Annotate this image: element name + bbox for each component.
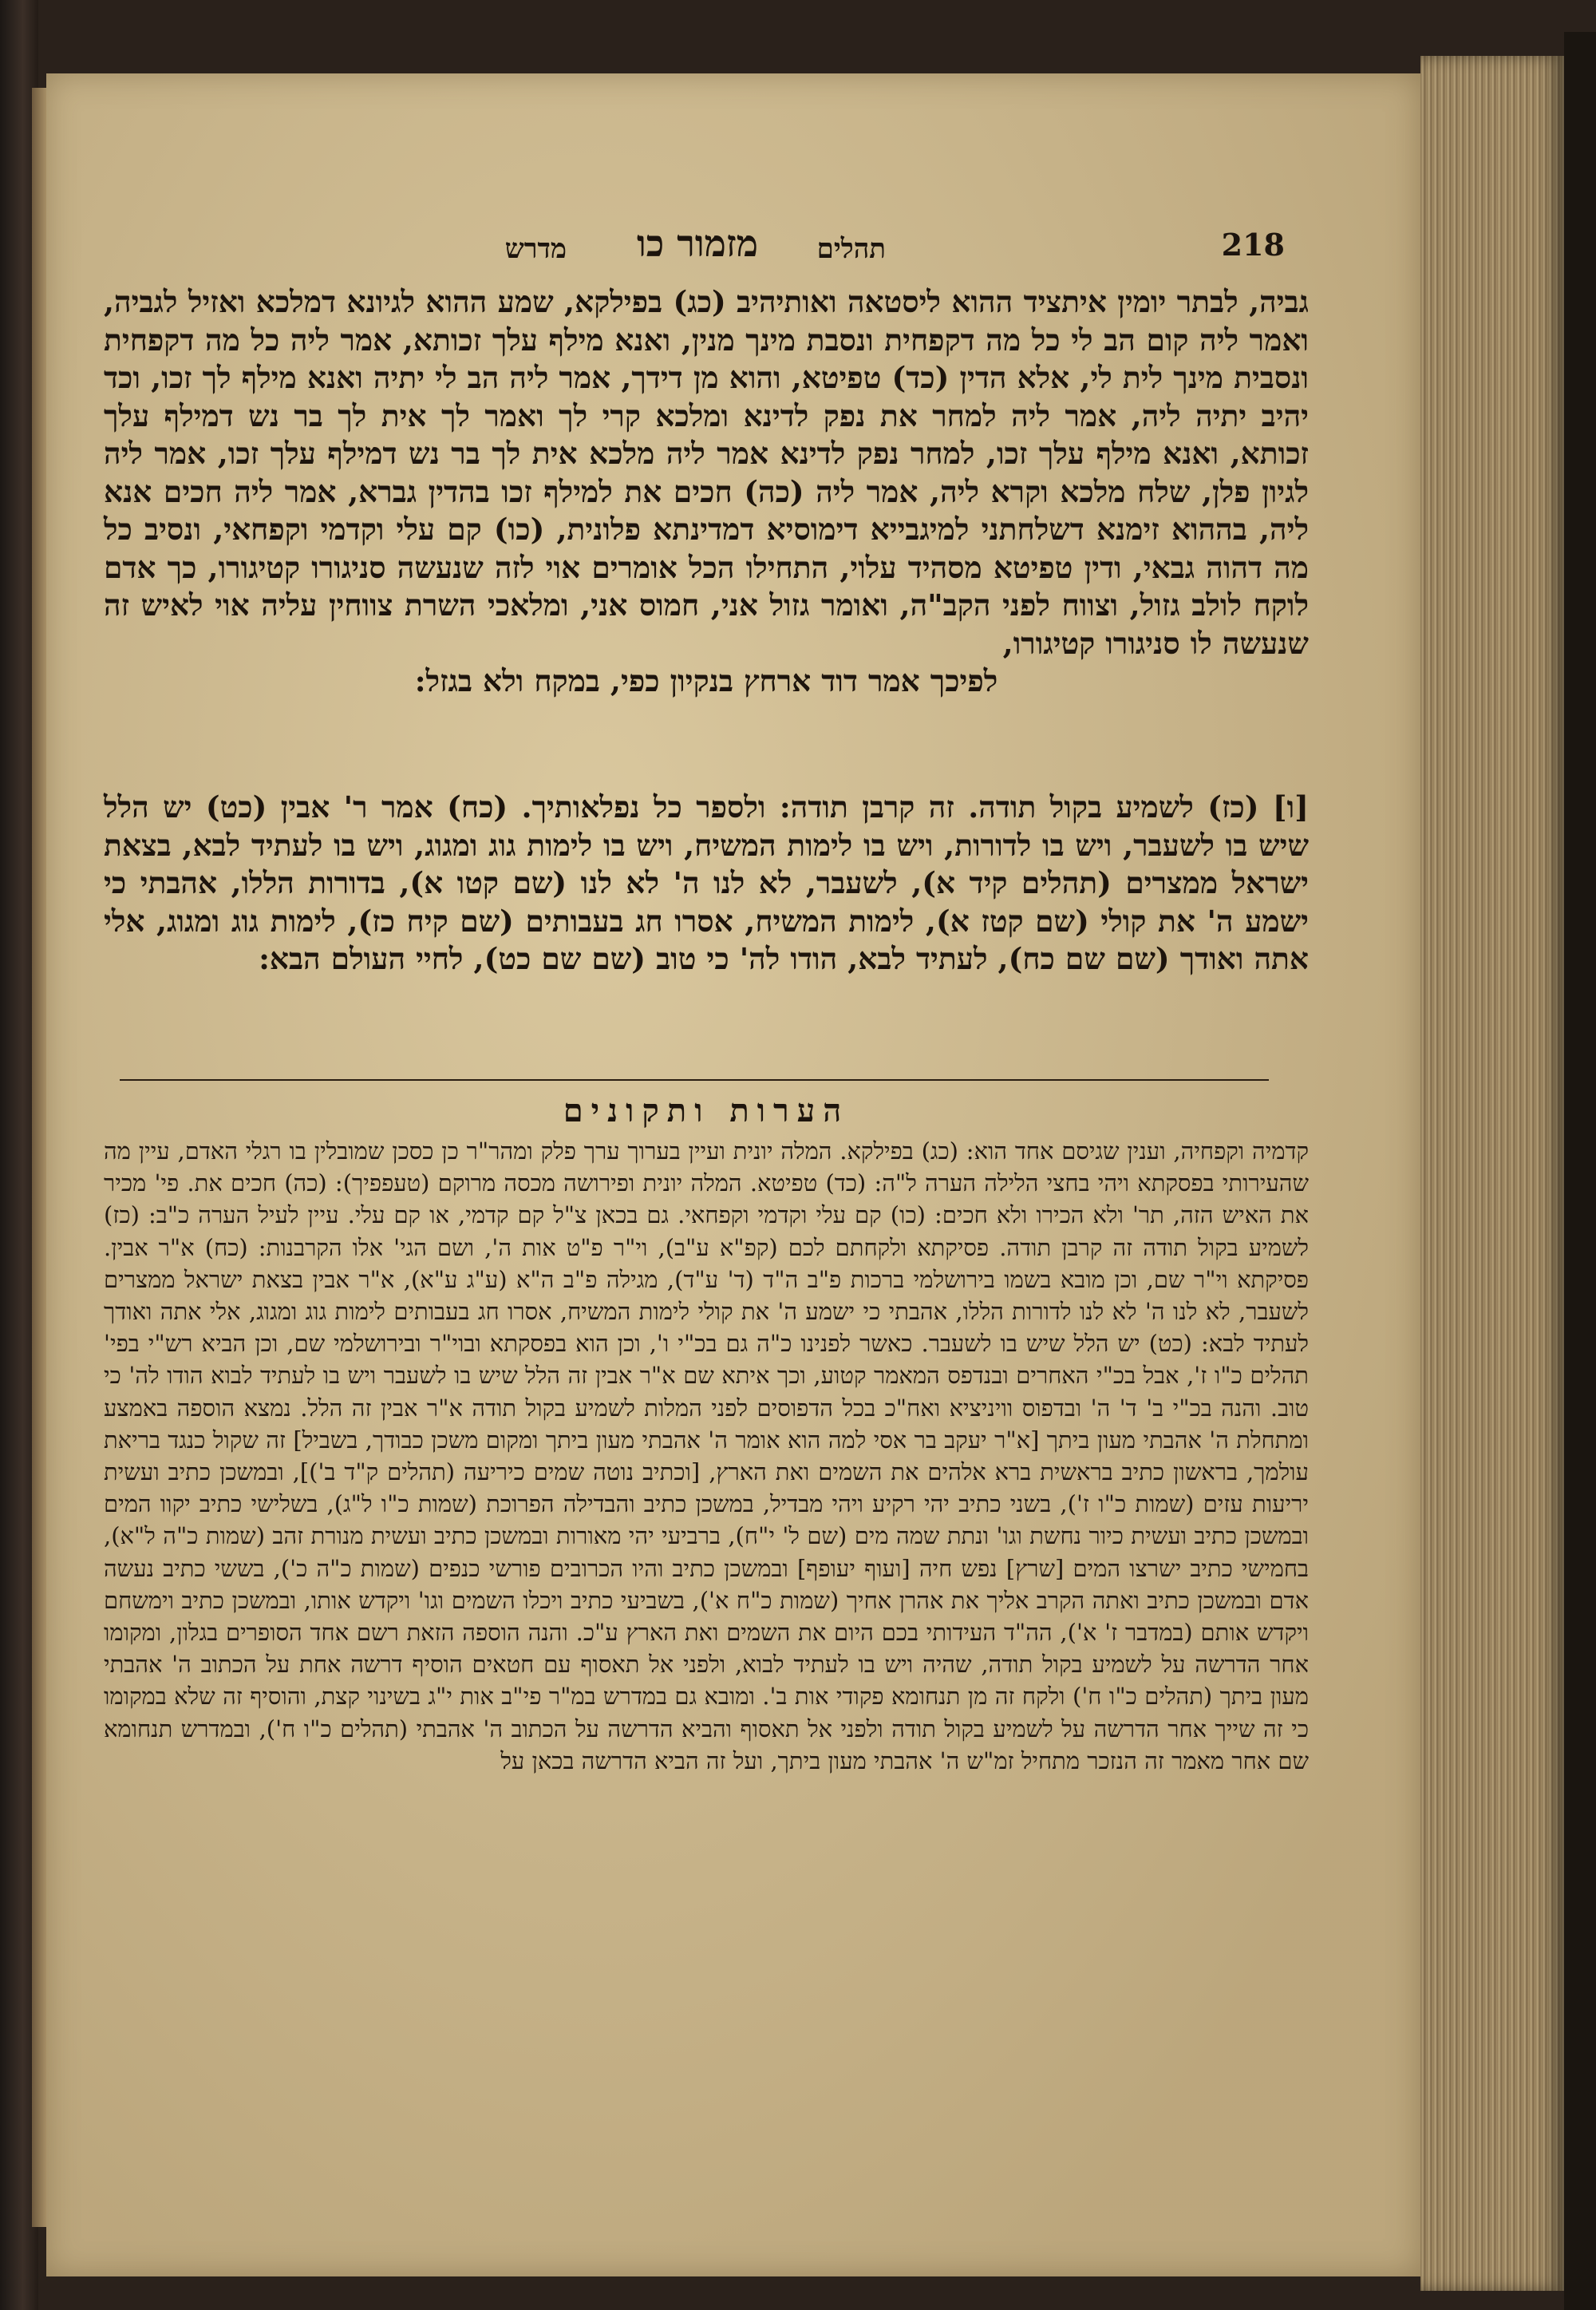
running-header: [104, 222, 1285, 286]
page-number: 218: [1221, 227, 1285, 263]
paragraph-1-body: גביה, לבתר יומין איתציד ההוא ליסטאה ואותיהיב (כג) בפילקא, שמע ההוא לגיונא דמלכא ואזיל לגביה, ואמר ליה קום הב לי כל מה דקפחית ונסבת מינך מנין, ואנא מילף עלך זכותא, אמר ליה כל מה דקפחית ונסבית מינך לית לי, אלא הדין (כד) טפיטא, והוא מן דידך, אמר ליה הב לי יתיה ואנא מילף לך זכו, וכד יהיב יתיה ליה, אמר ליה למחר את נפק לדינא ומלכא קרי לך ואמר לך אית לך בר נש דמילף עלך זכותא, ואנא מילף עלך זכו, למחר נפק לדינא אמר ליה מלכא אית לך בר נש דמילף עלך זכו, אמר ליה לגיון פלן, שלח מלכא וקרא ליה, אמר ליה (כה) חכים את למילף זכו בהדין גברא, אמר ליה חכים אנא ליה, בההוא זימנא דשלחתני למיגבייא דימוסיא דמדינתא פלונית, (כו) קם עלי וקדמי וקפחאי, ונסיב כל מה דהוה גבאי, ודין טפיטא מסהיד עלוי, התחילו הכל אומרים אוי לזה שנעשה סניגורו קטיגורו, כך אדם לוקח לולב גזול, וצווח לפני הקב"ה, ואומר גזול אני, חמוס אני, ומלאכי השרת צווחין עליה אוי לאיש זה שנעשה לו סניגורו קטיגורו,: [104, 284, 1309, 661]
chapter-title: מזמור כו: [637, 222, 758, 265]
section-title: מדרש: [504, 233, 567, 265]
book-title: תהלים: [816, 233, 886, 265]
main-paragraph-2: [ו] (כז) לשמיע בקול תודה. זה קרבן תודה: ולספר כל נפלאותיך. (כח) אמר ר' אבין (כט) יש הלל שיש בו לשעבר, ויש בו לדורות, ויש בו לימות המשיח, ויש בו לימות גוג ומגוג, ויש בו לעתיד לבא, בצאת ישראל ממצרים (תהלים קיד א), לשעבר, לא לנו ה' לא לנו (שם קטו א), בדורות הללו, אהבתי כי ישמע ה' את קולי (שם קטז א), לימות המשיח, אסרו חג בעבותים (שם קיח כז), לימות גוג ומגוג, אלי אתה ואודך (שם שם כח), לעתיד לבא, הודו לה' כי טוב (שם שם כט), לחיי העולם הבא:: [104, 789, 1309, 976]
main-paragraph-1: [104, 283, 1309, 701]
book-cover-right: [1564, 32, 1596, 2310]
notes-body: קדמיה וקפחיה, וענין שגיסם אחד הוא: (כג) בפילקא. המלה יונית ועיין בערוך ערך פלק ומהר"ר כן כסכן שמובלין בו רגלי האדם, עיין מה שהעירותי בפסקתא ויהי בחצי הלילה הערה ל"ה: (כד) טפיטא. המלה יונית ופירושה מכסה מרוקם (טעפפיך): (כה) חכים את. פי' מכיר את האיש הזה, תר' ולא הכירו ולא חכים: (כו) קם עלי וקדמי וקפחאי. גם בכאן צ"ל קם קדמי, או קם עלי. עיין לעיל הערה כ"ב: (כז) לשמיע בקול תודה זה קרבן תודה. פסיקתא ולקחתם לכם (קפ"א ע"ב), וי"ר פ"ט אות ה', ושם הגי' אלו הקרבנות: (כח) א"ר אבין. פסיקתא וי"ר שם, וכן מובא בשמו בירושלמי ברכות פ"ב ה"ד (ד' ע"ד), מגילה פ"ב ה"א (ע"ג ע"א), א"ר אבין בצאת ישראל ממצרים לשעבר, לא לנו ה' לא לנו לדורות הללו, אהבתי כי ישמע ה' את קולי לימות המשיח, אסרו חג בעבותים לימות גוג ומגוג, אלי אתה ואודך לעתיד לבא: (כט) יש הלל שיש בו לשעבר. כאשר לפנינו כ"ה גם בכ"י ו', וכן הוא בפסקתא ובוי"ר ובירושלמי שם, וכן הביא רש"י בפי' תהלים כ"ו ז', אבל בכ"י האחרים ובנדפס המאמר קטוע, וכך איתא שם א"ר אבין זה הלל שיש בו לשעבר ויש בו לעתיד לבוא הודו לה' כי טוב. והנה בכ"י ב' ד' ה' ובדפוס וויניציא ואח"כ בכל הדפוסים לפני המלות לשמיע בקול תודה א"ר אבין זה הלל. נמצא הוספה באמצע ומתחלת ה' אהבתי מעון ביתך [א"ר יעקב בר אסי למה הוא אומר ה' אהבתי מעון ביתך ומקום משכן כבודך, בשביל] זה שקול כנגד בריאת עולמך, בראשון כתיב בראשית ברא אלהים את השמים ואת הארץ, [וכתיב נוטה שמים כיריעה (תהלים ק"ד ב')], ובמשכן כתיב ועשית יריעות עזים (שמות כ"ו ז'), בשני כתיב יהי רקיע ויהי מבדיל, במשכן כתיב והבדילה הפרוכת (שמות כ"ו ל"ג), בשלישי כתיב יקוו המים ובמשכן כתיב ועשית כיור נחשת וגו' ונתת שמה מים (שם ל' י"ח), ברביעי יהי מאורות ובמשכן כתיב ועשית מנורת זהב (שמות כ"ה ל"א), בחמישי כתיב ישרצו המים [שרץ] נפש חיה [ועוף יעופף] ובמשכן כתיב והיו הכרובים פורשי כנפים (שמות כ"ה כ'), בששי כתיב נעשה אדם ובמשכן כתיב ואתה הקרב אליך את אהרן אחיך (שמות כ"ח א'), בשביעי כתיב ויכלו השמים וגו' ויקדש אותו, ובמשכן כתיב וימשחם ויקדש אותם (במדבר ז' א'), הה"ד העידותי בכם היום את השמים ואת הארץ ע"כ. והנה הוספה הזאת רשם אחד הסופרים בגלון, ומקומו אחר הדרשה על לשמיע בקול תודה, שהיה ויש בו לעתיד לבוא, ולפני אל תאסוף עם חטאים הוסיף דרשה אחת על הכתוב ה' אהבתי מעון ביתך (תהלים כ"ו ח') ולקח זה מן תנחומא פקודי אות ב'. ומובא גם במדרש במ"ר פי"ב אות י"ג בשינוי קצת, והוסיף זה שלא במקומו כי זה שייך אחר הדרשה על לשמיע בקול תודה ולפני אל תאסוף והביא הדרשה על הכתוב ה' אהבתי (תהלים כ"ו ח'), ובמדרש תנחומא שם אחר מאמר זה הנזכר מתחיל זמ"ש ה' אהבתי מעון ביתך, ועל זה הביא הדרשה בכאן על: [104, 1137, 1309, 1774]
page-edges-right: [1420, 56, 1564, 2291]
paragraph-1-last-line: לפיכך אמר דוד ארחץ בנקיון כפי, במקח ולא בגזל:: [414, 663, 998, 698]
section-divider: [120, 1079, 1269, 1081]
notes-heading: הערות ותקונים: [563, 1092, 850, 1129]
